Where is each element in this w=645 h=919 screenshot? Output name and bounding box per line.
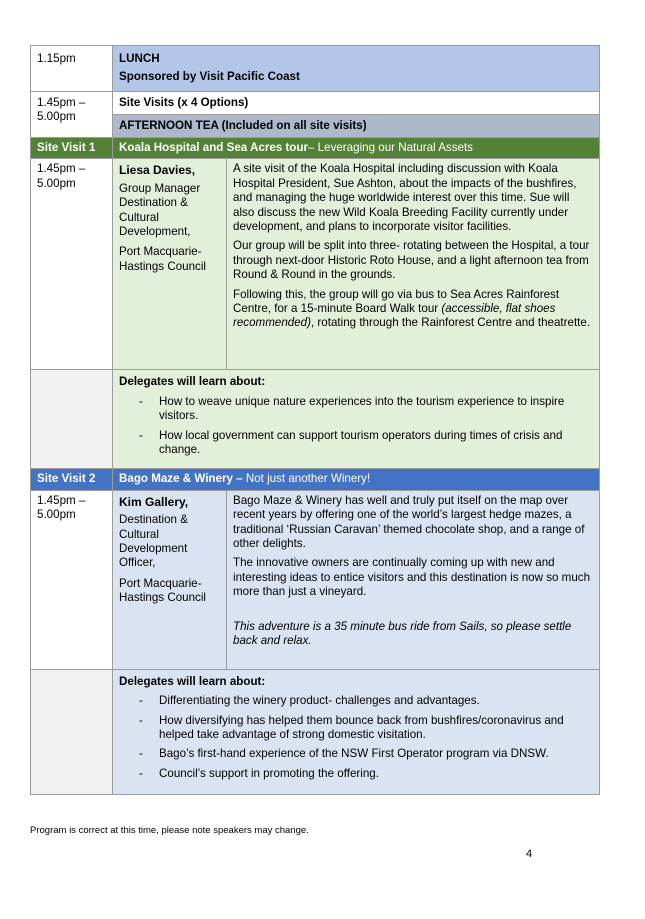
visit1-learn-heading: Delegates will learn about: [119,375,266,389]
visit1-para3-italic: (accessible, flat shoes recommended) [233,302,556,330]
visit2-speaker-org: Port Macquarie-Hastings Council [119,576,206,605]
visit1-learn-spacer [31,370,113,469]
site-visits-time [31,92,113,138]
visit2-para3 [233,620,593,649]
lunch-cell [113,46,600,92]
visit1-learn-row [31,370,600,469]
visit2-description [227,490,600,669]
visit1-title-bold: Koala Hospital and Sea Acres tour [119,141,308,154]
lunch-title: LUNCH [119,52,160,65]
visit2-para1: Bago Maze & Winery has well and truly put itself on the map over recent years by offering one of the world’s largest hedge mazes, a traditional ‘Russian Caravan’ themed chocolate shop, and a range of other delights. [233,493,585,551]
visit1-para3 [233,288,593,331]
visit1-speaker [113,159,227,370]
lunch-time-text: 1.15pm [37,52,76,65]
visit2-title-rest: Not just another Winery! [242,472,371,486]
visit2-learn-heading: Delegates will learn about: [119,674,266,688]
visit1-para3-b: , rotating through the Rainforest Centre and theatrette. [310,316,591,330]
lunch-time [31,46,113,92]
visit2-body-row [31,490,600,669]
visit2-speaker [113,490,227,669]
visit1-speaker-org: Port Macquarie-Hastings Council [119,245,206,273]
page-number: 4 [526,848,533,860]
visit2-learn-spacer [31,669,113,794]
visit2-learn-item: - Differentiating the winery product- challenges and advantages. [119,694,593,708]
afternoon-tea-title: AFTERNOON TEA (Included on all site visits) [113,115,600,138]
visit1-time-text: 1.45pm – 5.00pm [37,162,86,190]
visit2-learn [113,669,600,794]
visit1-label: Site Visit 1 [31,138,113,159]
visit2-time [31,490,113,669]
site-visits-row [31,92,600,115]
visit1-learn-list [119,395,593,458]
visit2-header-row [31,469,600,490]
visit2-speaker-role: Destination & Cultural Development Officer, [119,513,188,570]
visit2-learn-item: - Bago’s first-hand experience of the NSW First Operator program via DNSW. [119,747,593,761]
visit1-description [227,159,600,370]
visit1-para2: Our group will be split into three- rotating between the Hospital, a tour through next-door Historic Roto House, and a light afternoon tea from Round & Round in the grounds. [233,239,590,282]
afternoon-tea-row [31,115,600,138]
visit1-time [31,159,113,370]
lunch-sponsor: Sponsored by Visit Pacific Coast [119,70,300,84]
visit1-title [113,138,600,159]
visit1-header-row [31,138,600,159]
visit1-para1: A site visit of the Koala Hospital including discussion with Koala Hospital President, Sue Ashton, about the impacts of the bushfires, and managing the huge worldwide interest over this time. Sue will also discuss the new Wild Koala Breeding Facility currently under development, and plans to incorporate visitor facilities. [233,162,577,234]
visit2-label: Site Visit 2 [31,469,113,490]
visit2-learn-list [119,694,593,781]
program-table [30,45,600,795]
visit2-learn-item: - Council’s support in promoting the offering. [119,767,593,781]
visit2-time-text: 1.45pm – 5.00pm [37,493,86,522]
visit1-para3-a: Following this, the group will go via bus to Sea Acres Rainforest Centre, for a 15-minute Board Walk tour [233,287,560,316]
visit2-title [113,469,600,490]
visit1-speaker-name: Liesa Davies, [119,163,196,178]
site-visits-title: Site Visits (x 4 Options) [113,92,600,115]
footer-note: Program is correct at this time, please note speakers may change. [30,825,309,836]
lunch-row [31,46,600,92]
visit2-title-bold: Bago Maze & Winery – [119,472,243,486]
visit1-speaker-role: Group Manager Destination & Cultural Development, [119,181,201,239]
visit1-learn-item: - How to weave unique nature experiences into the tourism experience to inspire visitors. [119,395,593,424]
visit2-speaker-name: Kim Gallery, [119,494,189,509]
visit1-learn [113,370,600,469]
visit1-body-row [31,159,600,370]
visit2-learn-item: - How diversifying has helped them bounce back from bushfires/coronavirus and helped take advantage of strong domestic visitation. [119,714,593,743]
visit2-learn-row [31,669,600,794]
site-visits-time-text: 1.45pm – 5.00pm [37,96,86,124]
visit1-title-rest: – Leveraging our Natural Assets [308,141,473,154]
visit2-para3-italic: This adventure is a 35 minute bus ride from Sails, so please settle back and relax. [233,619,572,648]
visit1-learn-item: - How local government can support tourism operators during times of crisis and change. [119,429,593,458]
visit2-para2: The innovative owners are continually coming up with new and interesting ideas to entice visitors and this destination is now so much more than just a vineyard. [233,556,591,599]
